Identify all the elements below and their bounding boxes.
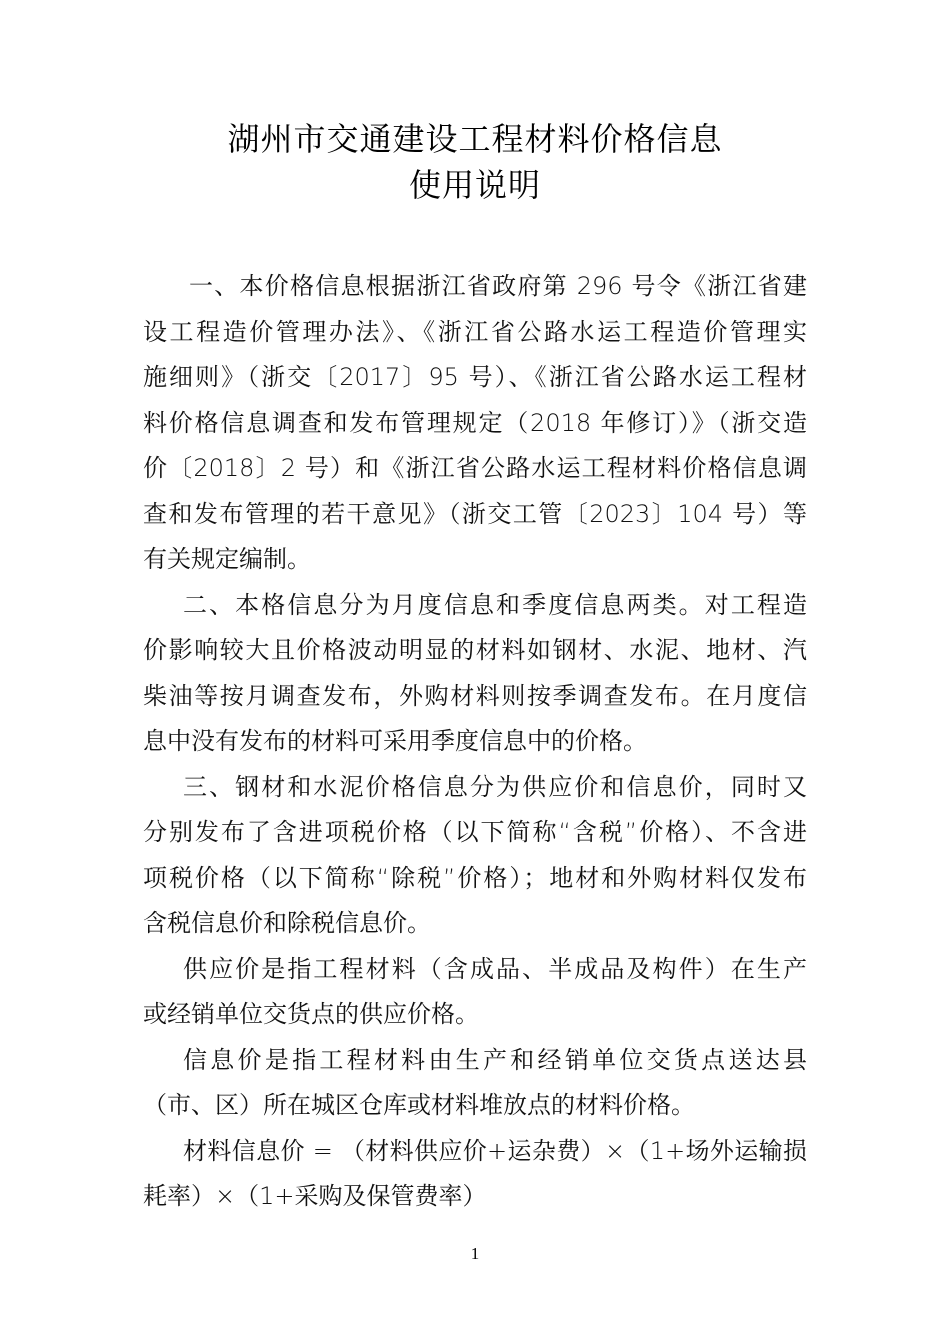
text-line: 施细则》（浙交〔2017〕95 号）、《浙江省公路水运工程材 <box>143 363 807 391</box>
text-line: 分别发布了含进项税价格（以下简称“含税”价格）、不含进 <box>143 818 807 846</box>
text-line: 价〔2018〕2 号）和《浙江省公路水运工程材料价格信息调 <box>143 454 807 482</box>
text-line: 料价格信息调查和发布管理规定（2018 年修订）》（浙交造 <box>143 408 807 437</box>
text-line: 耗率）×（1+采购及保管费率） <box>143 1182 487 1210</box>
text-line: 息中没有发布的材料可采用季度信息中的价格。 <box>143 727 647 755</box>
text-line: 项税价格（以下简称“除税”价格）；地材和外购材料仅发布 <box>143 863 807 892</box>
paragraph-4 <box>143 947 807 1038</box>
paragraph-6 <box>143 1129 807 1220</box>
text-line: 含税信息价和除税信息价。 <box>143 909 431 937</box>
text-line: 供应价是指工程材料（含成品、半成品及构件）在生产 <box>183 954 807 983</box>
text-line: 设工程造价管理办法》、《浙江省公路水运工程造价管理实 <box>143 317 807 346</box>
text-line: （市、区）所在城区仓库或材料堆放点的材料价格。 <box>143 1091 695 1119</box>
page-number: 1 <box>470 1244 480 1263</box>
text-line: 价影响较大且价格波动明显的材料如钢材、水泥、地材、汽 <box>143 636 807 664</box>
paragraph-5 <box>143 1038 807 1129</box>
text-line: 二、本格信息分为月度信息和季度信息两类。对工程造 <box>183 590 807 619</box>
text-line: 一、本价格信息根据浙江省政府第 296 号令《浙江省建 <box>189 272 807 300</box>
text-line: 查和发布管理的若干意见》（浙交工管〔2023〕104 号）等 <box>143 499 807 528</box>
text-line: 材料信息价 = （材料供应价+运杂费）×（1+场外运输损 <box>183 1136 807 1165</box>
paragraph-1 <box>143 264 807 583</box>
document-title: 湖州市交通建设工程材料价格信息 <box>227 120 723 158</box>
text-line: 三、钢材和水泥价格信息分为供应价和信息价，同时又 <box>183 772 807 801</box>
text-line: 或经销单位交货点的供应价格。 <box>143 1000 479 1028</box>
paragraph-2 <box>143 583 807 765</box>
paragraph-3 <box>143 765 807 947</box>
text-line: 有关规定编制。 <box>143 545 311 573</box>
text-line: 信息价是指工程材料由生产和经销单位交货点送达县 <box>183 1045 807 1074</box>
document-body <box>143 264 807 1220</box>
document-subtitle: 使用说明 <box>408 166 541 204</box>
text-line: 柴油等按月调查发布，外购材料则按季调查发布。在月度信 <box>143 681 807 710</box>
